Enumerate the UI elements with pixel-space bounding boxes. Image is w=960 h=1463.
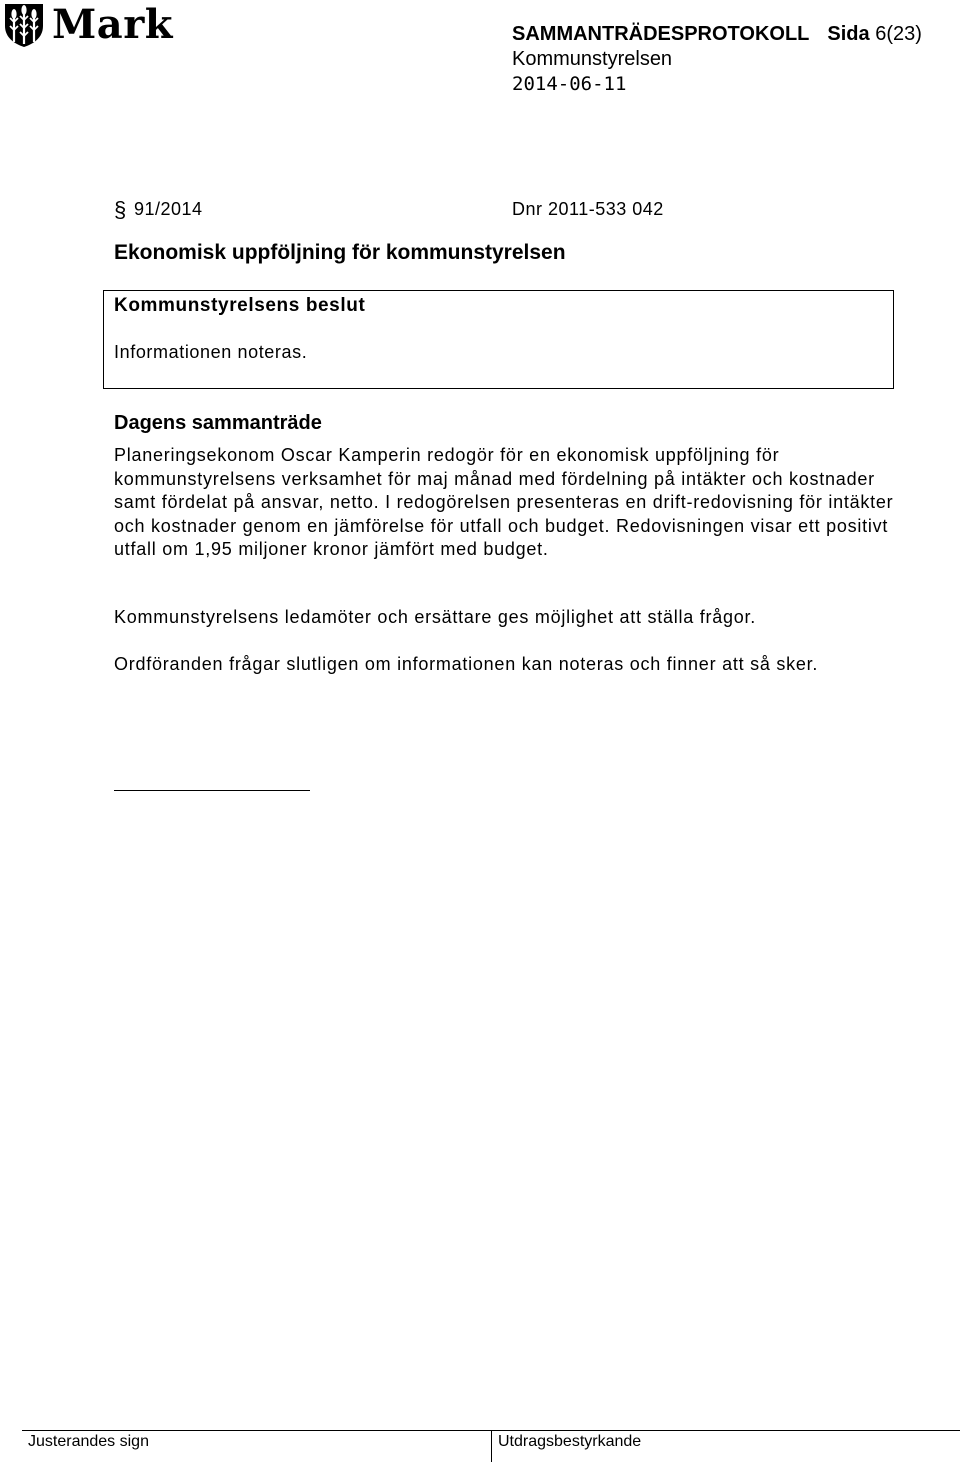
footer-signature-label: Justerandes sign (28, 1433, 149, 1450)
decision-heading: Kommunstyrelsens beslut (114, 295, 366, 316)
body-paragraph: Planeringsekonom Oscar Kamperin redogör för en ekonomisk uppföljning för kommunstyrelsens verksamhet för maj månad med fördelning på intäkter och kostnader samt fördelat på ansvar, netto. I redogörelsen presenteras en drift-redovisning för intäkter och kostnader genom en jämförelse för utfall och budget. Redovisningen visar ett positivt utfall om 1,95 miljoner kronor jämfört med budget. (114, 445, 894, 559)
section-symbol: § (114, 197, 127, 222)
header-title-row (512, 22, 922, 47)
item-title: Ekonomisk uppföljning för kommunstyrelsen (114, 241, 566, 264)
signature-line (114, 790, 310, 791)
document-header (512, 22, 922, 97)
diary-number: Dnr 2011-533 042 (512, 199, 664, 219)
footer-divider (491, 1430, 492, 1462)
meeting-heading: Dagens sammanträde (114, 412, 322, 434)
body-paragraph: Ordföranden frågar slutligen om informationen kan noteras och finner att så sker. (114, 654, 819, 674)
document-type: SAMMANTRÄDESPROTOKOLL (512, 23, 810, 45)
meeting-date: 2014-06-11 (512, 73, 627, 95)
logo-text: Mark (52, 1, 173, 48)
decision-text: Informationen noteras. (114, 342, 308, 362)
committee-name: Kommunstyrelsen (512, 48, 673, 70)
municipality-logo (0, 0, 173, 50)
page-label: Sida (827, 23, 870, 45)
coat-of-arms-icon (2, 2, 46, 48)
body-paragraph: Kommunstyrelsens ledamöter och ersättare ges möjlighet att ställa frågor. (114, 607, 757, 627)
case-number: 91/2014 (134, 199, 203, 219)
footer-certification-label: Utdragsbestyrkande (498, 1433, 642, 1450)
page-number: 6(23) (875, 23, 922, 45)
